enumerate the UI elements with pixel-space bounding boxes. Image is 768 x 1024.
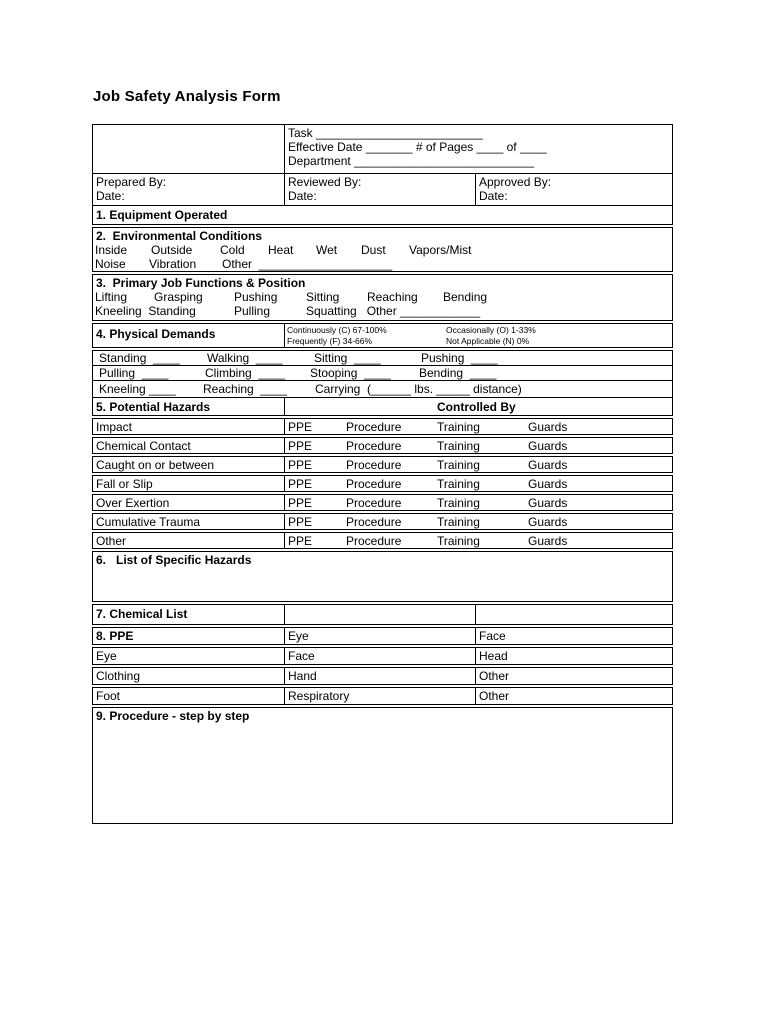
ppe-row: [92, 667, 673, 685]
legend-frequently: Frequently (F) 34-66%: [287, 336, 373, 346]
ppe-item[interactable]: Head: [475, 648, 672, 664]
hazard-controls: [284, 533, 672, 548]
section-label: 7. Chemical List: [96, 607, 188, 621]
hazard-controls: [284, 419, 672, 434]
section-label: 1. Equipment Operated: [96, 208, 228, 222]
control-training[interactable]: Training: [437, 515, 480, 529]
control-ppe[interactable]: PPE: [288, 496, 313, 510]
demand-climbing[interactable]: Climbing ____: [205, 366, 286, 380]
control-guards[interactable]: Guards: [528, 477, 568, 491]
signature-row: [92, 174, 673, 206]
procedure-row[interactable]: [92, 707, 673, 824]
environmental-conditions-row: [92, 227, 673, 272]
hazard-row: [92, 456, 673, 473]
legend-not-applicable: Not Applicable (N) 0%: [446, 336, 530, 346]
legend-occasionally: Occasionally (O) 1-33%: [446, 325, 536, 335]
hazard-row: [92, 532, 673, 549]
demand-row-1: [92, 350, 673, 366]
chemical-cell[interactable]: [475, 605, 672, 624]
hazard-name: Fall or Slip: [96, 477, 153, 491]
option-noise[interactable]: Noise: [95, 257, 126, 271]
control-guards[interactable]: Guards: [528, 439, 568, 453]
control-procedure[interactable]: Procedure: [346, 439, 402, 453]
section-label: 3. Primary Job Functions & Position: [96, 276, 306, 290]
control-procedure[interactable]: Procedure: [346, 515, 402, 529]
option-sitting[interactable]: Sitting: [306, 290, 340, 304]
section-label: 8. PPE: [96, 629, 134, 643]
hazard-name: Impact: [96, 420, 133, 434]
approved-by-label: Approved By:: [479, 175, 552, 189]
date-label: Date:: [96, 189, 125, 203]
hazard-name: Over Exertion: [96, 496, 170, 510]
form-title: Job Safety Analysis Form: [93, 88, 281, 105]
hazard-controls: [284, 514, 672, 529]
demand-kneeling[interactable]: Kneeling ____: [99, 382, 176, 396]
section-label: 4. Physical Demands: [96, 327, 216, 341]
job-safety-analysis-form: [92, 124, 673, 824]
hazard-controls: [284, 495, 672, 510]
control-guards[interactable]: Guards: [528, 420, 568, 434]
frequency-legend: [284, 324, 672, 347]
hazard-row: [92, 475, 673, 492]
control-training[interactable]: Training: [437, 458, 480, 472]
ppe-item[interactable]: Other: [475, 688, 672, 704]
hazard-row: [92, 513, 673, 530]
demand-sitting[interactable]: Sitting ____: [314, 351, 381, 365]
option-reaching[interactable]: Reaching: [367, 290, 418, 304]
option-pulling[interactable]: Pulling: [234, 304, 271, 318]
control-ppe[interactable]: PPE: [288, 439, 313, 453]
control-training[interactable]: Training: [437, 534, 480, 548]
reviewed-by-cell[interactable]: [284, 174, 476, 205]
demand-pushing[interactable]: Pushing ____: [421, 351, 498, 365]
section-label: 5. Potential Hazards: [96, 400, 211, 414]
demand-stooping[interactable]: Stooping ____: [310, 366, 391, 380]
control-guards[interactable]: Guards: [528, 458, 568, 472]
ppe-item[interactable]: Hand: [284, 668, 476, 684]
demand-pulling[interactable]: Pulling ____: [99, 366, 169, 380]
control-guards[interactable]: Guards: [528, 496, 568, 510]
specific-hazards-row[interactable]: [92, 551, 673, 602]
task-row: [92, 124, 673, 174]
ppe-face[interactable]: Face: [475, 628, 672, 644]
control-training[interactable]: Training: [437, 477, 480, 491]
demand-carrying[interactable]: Carrying (______ lbs. _____ distance): [315, 382, 522, 396]
demand-standing[interactable]: Standing ____: [99, 351, 180, 365]
control-procedure[interactable]: Procedure: [346, 496, 402, 510]
section-label: 9. Procedure - step by step: [96, 709, 250, 723]
ppe-row: [92, 647, 673, 665]
ppe-header-row: [92, 627, 673, 645]
ppe-item[interactable]: Face: [284, 648, 476, 664]
section-label: 2. Environmental Conditions: [96, 229, 263, 243]
option-heat[interactable]: Heat: [268, 243, 294, 257]
control-procedure[interactable]: Procedure: [346, 420, 402, 434]
task-field[interactable]: Task _________________________: [288, 126, 483, 140]
option-grasping[interactable]: Grasping: [154, 290, 203, 304]
approved-by-cell[interactable]: [475, 174, 672, 205]
option-kneeling-standing[interactable]: Kneeling Standing: [95, 304, 196, 318]
ppe-row: [92, 687, 673, 705]
option-other[interactable]: Other ____________________: [222, 257, 393, 271]
demand-bending[interactable]: Bending ____: [419, 366, 497, 380]
hazard-name: Caught on or between: [96, 458, 215, 472]
control-ppe[interactable]: PPE: [288, 534, 313, 548]
prepared-by-label: Prepared By:: [96, 175, 167, 189]
control-training[interactable]: Training: [437, 439, 480, 453]
control-ppe[interactable]: PPE: [288, 458, 313, 472]
option-pushing[interactable]: Pushing: [234, 290, 278, 304]
control-guards[interactable]: Guards: [528, 534, 568, 548]
physical-demands-row: [92, 323, 673, 348]
control-ppe[interactable]: PPE: [288, 515, 313, 529]
demand-walking[interactable]: Walking ____: [207, 351, 283, 365]
ppe-list: [92, 647, 673, 705]
hazard-name: Cumulative Trauma: [96, 515, 201, 529]
control-training[interactable]: Training: [437, 496, 480, 510]
option-vapors-mist[interactable]: Vapors/Mist: [409, 243, 472, 257]
control-guards[interactable]: Guards: [528, 515, 568, 529]
demand-reaching[interactable]: Reaching ____: [203, 382, 288, 396]
equipment-operated-row[interactable]: [92, 206, 673, 225]
ppe-item[interactable]: Clothing: [96, 669, 141, 683]
option-squatting-other[interactable]: Squatting Other ____________: [306, 304, 481, 318]
ppe-item[interactable]: Eye: [96, 649, 117, 663]
control-ppe[interactable]: PPE: [288, 420, 313, 434]
ppe-item[interactable]: Respiratory: [284, 688, 476, 704]
control-procedure[interactable]: Procedure: [346, 477, 402, 491]
hazard-row: [92, 494, 673, 511]
ppe-item[interactable]: Other: [475, 668, 672, 684]
option-outside[interactable]: Outside: [151, 243, 193, 257]
effective-date-field[interactable]: Effective Date _______ # of Pages ____ of ____: [288, 140, 547, 154]
control-training[interactable]: Training: [437, 420, 480, 434]
primary-job-functions-row: [92, 274, 673, 321]
demand-row-3: [92, 381, 673, 398]
option-bending[interactable]: Bending: [443, 290, 488, 304]
hazard-row: [92, 437, 673, 454]
control-ppe[interactable]: PPE: [288, 477, 313, 491]
hazard-name: Chemical Contact: [96, 439, 191, 453]
section-label: 6. List of Specific Hazards: [96, 553, 252, 567]
ppe-item[interactable]: Foot: [96, 689, 121, 703]
chemical-cell[interactable]: [284, 605, 476, 624]
hazard-controls: [284, 457, 672, 472]
control-procedure[interactable]: Procedure: [346, 458, 402, 472]
department-field[interactable]: Department ___________________________: [288, 154, 535, 168]
option-wet[interactable]: Wet: [316, 243, 338, 257]
demand-row-2: [92, 366, 673, 381]
control-procedure[interactable]: Procedure: [346, 534, 402, 548]
date-label: Date:: [479, 189, 508, 203]
hazard-controls: [284, 476, 672, 491]
option-vibration[interactable]: Vibration: [149, 257, 197, 271]
prepared-by-cell[interactable]: [93, 174, 285, 205]
task-info-cell: [284, 125, 672, 173]
hazard-list: [92, 418, 673, 549]
option-lifting[interactable]: Lifting: [95, 290, 128, 304]
ppe-eye[interactable]: Eye: [284, 628, 476, 644]
controlled-by-label: Controlled By: [284, 398, 672, 415]
hazard-row: [92, 418, 673, 435]
potential-hazards-header: [92, 398, 673, 416]
hazard-controls: [284, 438, 672, 453]
date-label: Date:: [288, 189, 317, 203]
option-dust[interactable]: Dust: [361, 243, 386, 257]
legend-continuously: Continuously (C) 67-100%: [287, 325, 387, 335]
blank-cell: [93, 125, 285, 173]
chemical-list-row: [92, 604, 673, 625]
option-inside[interactable]: Inside: [95, 243, 128, 257]
hazard-name: Other: [96, 534, 127, 548]
option-cold[interactable]: Cold: [220, 243, 245, 257]
reviewed-by-label: Reviewed By:: [288, 175, 362, 189]
